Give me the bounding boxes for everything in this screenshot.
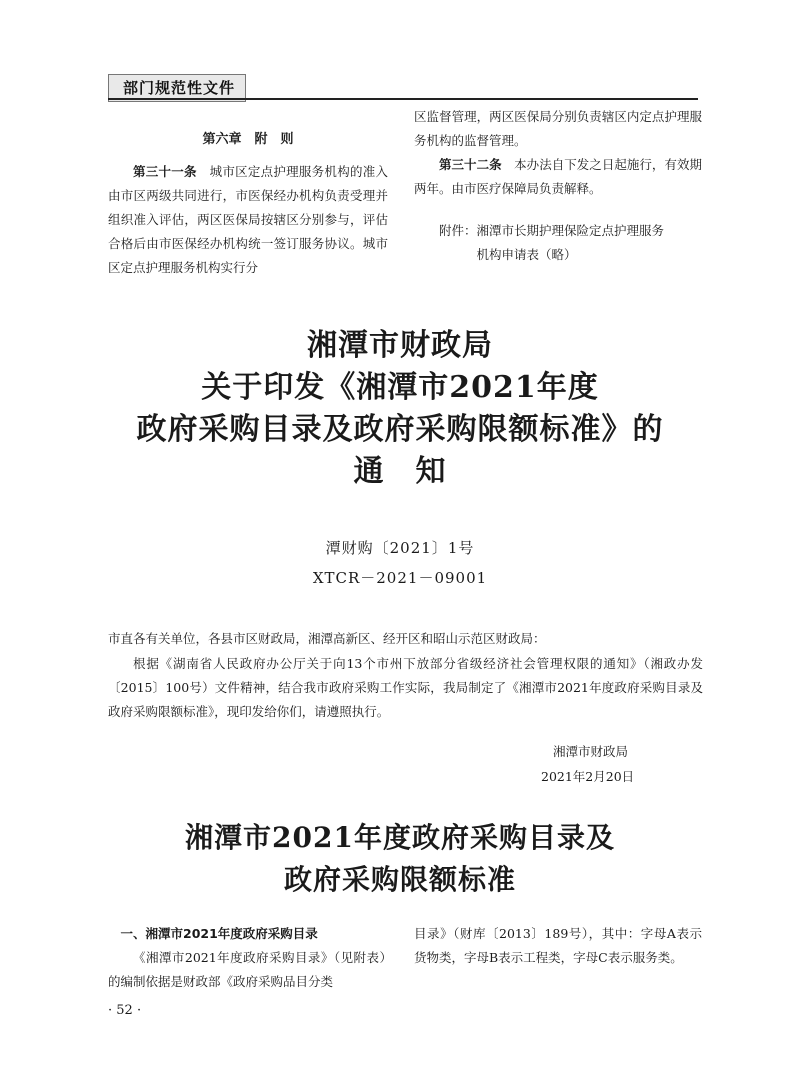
addressee: 市直各有关单位，各县市区财政局，湘潭高新区、经开区和昭山示范区财政局：	[108, 631, 546, 646]
article-32-text: 本办法自下发之日起施行，有效期两年。由市医疗保障局负责解释。	[414, 157, 702, 196]
standard-title-line: 政府采购限额标准	[283, 863, 516, 896]
article-31-continued: 区监督管理，两区医保局分别负责辖区内定点护理服务机构的监督管理。	[414, 109, 702, 148]
page-number: · 52 ·	[108, 1003, 142, 1018]
notice-title-line: 通 知	[353, 454, 447, 489]
article-32-lead: 第三十二条	[439, 157, 502, 172]
notice-title	[100, 325, 700, 493]
notice-body: 根据《湖南省人民政府办公厅关于向13个市州下放部分省级经济社会管理权限的通知》（湘政办发〔2015〕100号）文件精神，结合我市政府采购工作实际，我局制定了《湘潭市2021年度政府采购目录及政府采购限额标准》，现印发给你们，请遵照执行。	[108, 656, 703, 719]
section-1-left-column	[108, 922, 392, 994]
section-1-heading: 一、湘潭市2021年度政府采购目录	[120, 926, 318, 941]
article-32	[414, 153, 702, 201]
attachment-line-1: 附件：湘潭市长期护理保险定点护理服务	[439, 223, 665, 238]
attachment-line-2: 机构申请表（略）	[476, 247, 577, 262]
article-31-lead: 第三十一条	[133, 164, 197, 179]
registration-number: XTCR－2021－09001	[312, 569, 488, 587]
section-tag: 部门规范性文件	[108, 74, 246, 102]
article-31	[108, 160, 388, 280]
standard-title-line: 湘潭市2021年度政府采购目录及	[185, 821, 615, 854]
chapter-six-left-column	[108, 128, 388, 280]
notice-title-line: 湘潭市财政局	[307, 328, 493, 363]
issue-date: 2021年2月20日	[541, 769, 635, 784]
header-divider	[108, 98, 698, 100]
section-1-left-text: 《湘潭市2021年度政府采购目录》（见附表）的编制依据是财政部《政府采购品目分类	[108, 950, 392, 989]
chapter-six-right-column	[414, 105, 702, 267]
standard-title	[100, 817, 700, 901]
notice-title-line: 关于印发《湘潭市2021年度	[201, 370, 599, 405]
chapter-title: 第六章 附 则	[202, 132, 294, 147]
signer: 湘潭市财政局	[553, 744, 629, 759]
section-1-right-column	[414, 922, 702, 970]
section-1-right-text: 目录》（财库〔2013〕189号），其中：字母A表示货物类，字母B表示工程类，字母C表示服务类。	[414, 926, 702, 965]
article-31-text: 城市区定点护理服务机构的准入由市区两级共同进行，市医保经办机构负责受理并组织准入评估，两区医保局按辖区分别参与，评估合格后由市医保经办机构统一签订服务协议。城市区定点护理服务机构实行分	[108, 164, 388, 275]
document-number: 潭财购〔2021〕1号	[325, 539, 475, 557]
notice-title-line: 政府采购目录及政府采购限额标准》的	[136, 412, 664, 447]
